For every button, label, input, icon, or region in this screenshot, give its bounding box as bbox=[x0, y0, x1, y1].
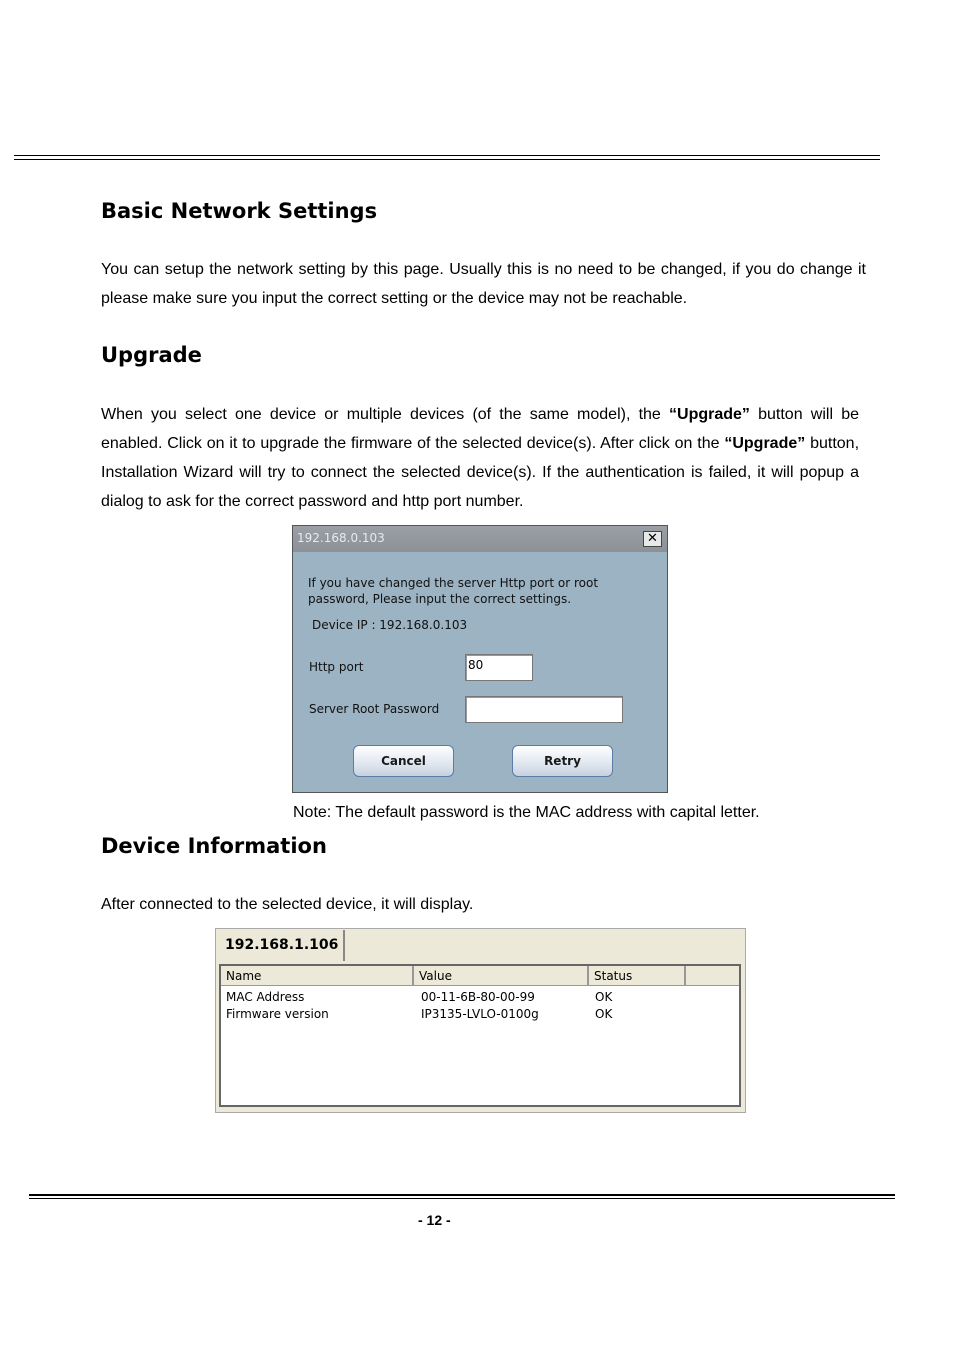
upgrade-bold-2: “Upgrade” bbox=[724, 435, 806, 452]
device-info-panel bbox=[215, 928, 746, 1113]
http-port-label: Http port bbox=[309, 660, 364, 674]
row-1-value: 00-11-6B-80-00-99 bbox=[421, 990, 535, 1004]
tab-device[interactable]: 192.168.1.106 bbox=[217, 930, 345, 961]
footer-rule bbox=[29, 1194, 895, 1199]
dialog-title: 192.168.0.103 bbox=[297, 531, 385, 545]
paragraph-basic-network: You can setup the network setting by this page. Usually this is no need to be changed, if you do change it please make sure you input the correct setting or the device may not be reachable. bbox=[101, 261, 866, 307]
device-info-list[interactable] bbox=[219, 964, 741, 1107]
row-2-value: IP3135-LVLO-0100g bbox=[421, 1007, 539, 1021]
password-input[interactable] bbox=[465, 696, 623, 723]
paragraph-device-info: After connected to the selected device, it will display. bbox=[101, 896, 474, 913]
cancel-button[interactable]: Cancel bbox=[353, 745, 454, 777]
dialog-title-bar bbox=[293, 526, 667, 552]
row-1-name: MAC Address bbox=[226, 990, 305, 1004]
heading-upgrade: Upgrade bbox=[101, 343, 202, 367]
close-icon[interactable]: ✕ bbox=[643, 531, 662, 547]
heading-basic-network-settings: Basic Network Settings bbox=[101, 199, 378, 223]
upgrade-bold-1: “Upgrade” bbox=[669, 406, 750, 423]
list-header bbox=[221, 966, 739, 986]
column-name[interactable]: Name bbox=[221, 966, 414, 986]
row-1-status: OK bbox=[595, 990, 613, 1004]
password-label: Server Root Password bbox=[309, 702, 440, 716]
dialog-message: If you have changed the server Http port or root password, Please input the correct settings. bbox=[308, 576, 599, 606]
column-value[interactable]: Value bbox=[414, 966, 589, 986]
paragraph-upgrade bbox=[101, 400, 859, 516]
page-number: - 12 - bbox=[418, 1212, 451, 1228]
note-default-password: Note: The default password is the MAC address with capital letter. bbox=[293, 804, 760, 821]
retry-button[interactable]: Retry bbox=[512, 745, 613, 777]
dialog-device-ip: Device IP : 192.168.0.103 bbox=[312, 618, 468, 632]
row-2-status: OK bbox=[595, 1007, 613, 1021]
upgrade-text-3: button, Installation Wizard will try to connect the selected device(s). If the authentication is failed, it will popup a dialog to ask for the correct password and http port number. bbox=[101, 435, 860, 510]
header-rule bbox=[14, 155, 880, 160]
column-status[interactable]: Status bbox=[589, 966, 686, 986]
http-port-input[interactable]: 80 bbox=[465, 654, 533, 681]
upgrade-text-1: When you select one device or multiple devices (of the same model), the bbox=[101, 406, 670, 423]
row-2-name: Firmware version bbox=[226, 1007, 329, 1021]
password-dialog bbox=[292, 525, 668, 793]
upgrade-text-2: button will be enabled. Click on it to upgrade the firmware of the selected device(s). After click on the bbox=[101, 406, 859, 452]
heading-device-information: Device Information bbox=[101, 834, 327, 858]
